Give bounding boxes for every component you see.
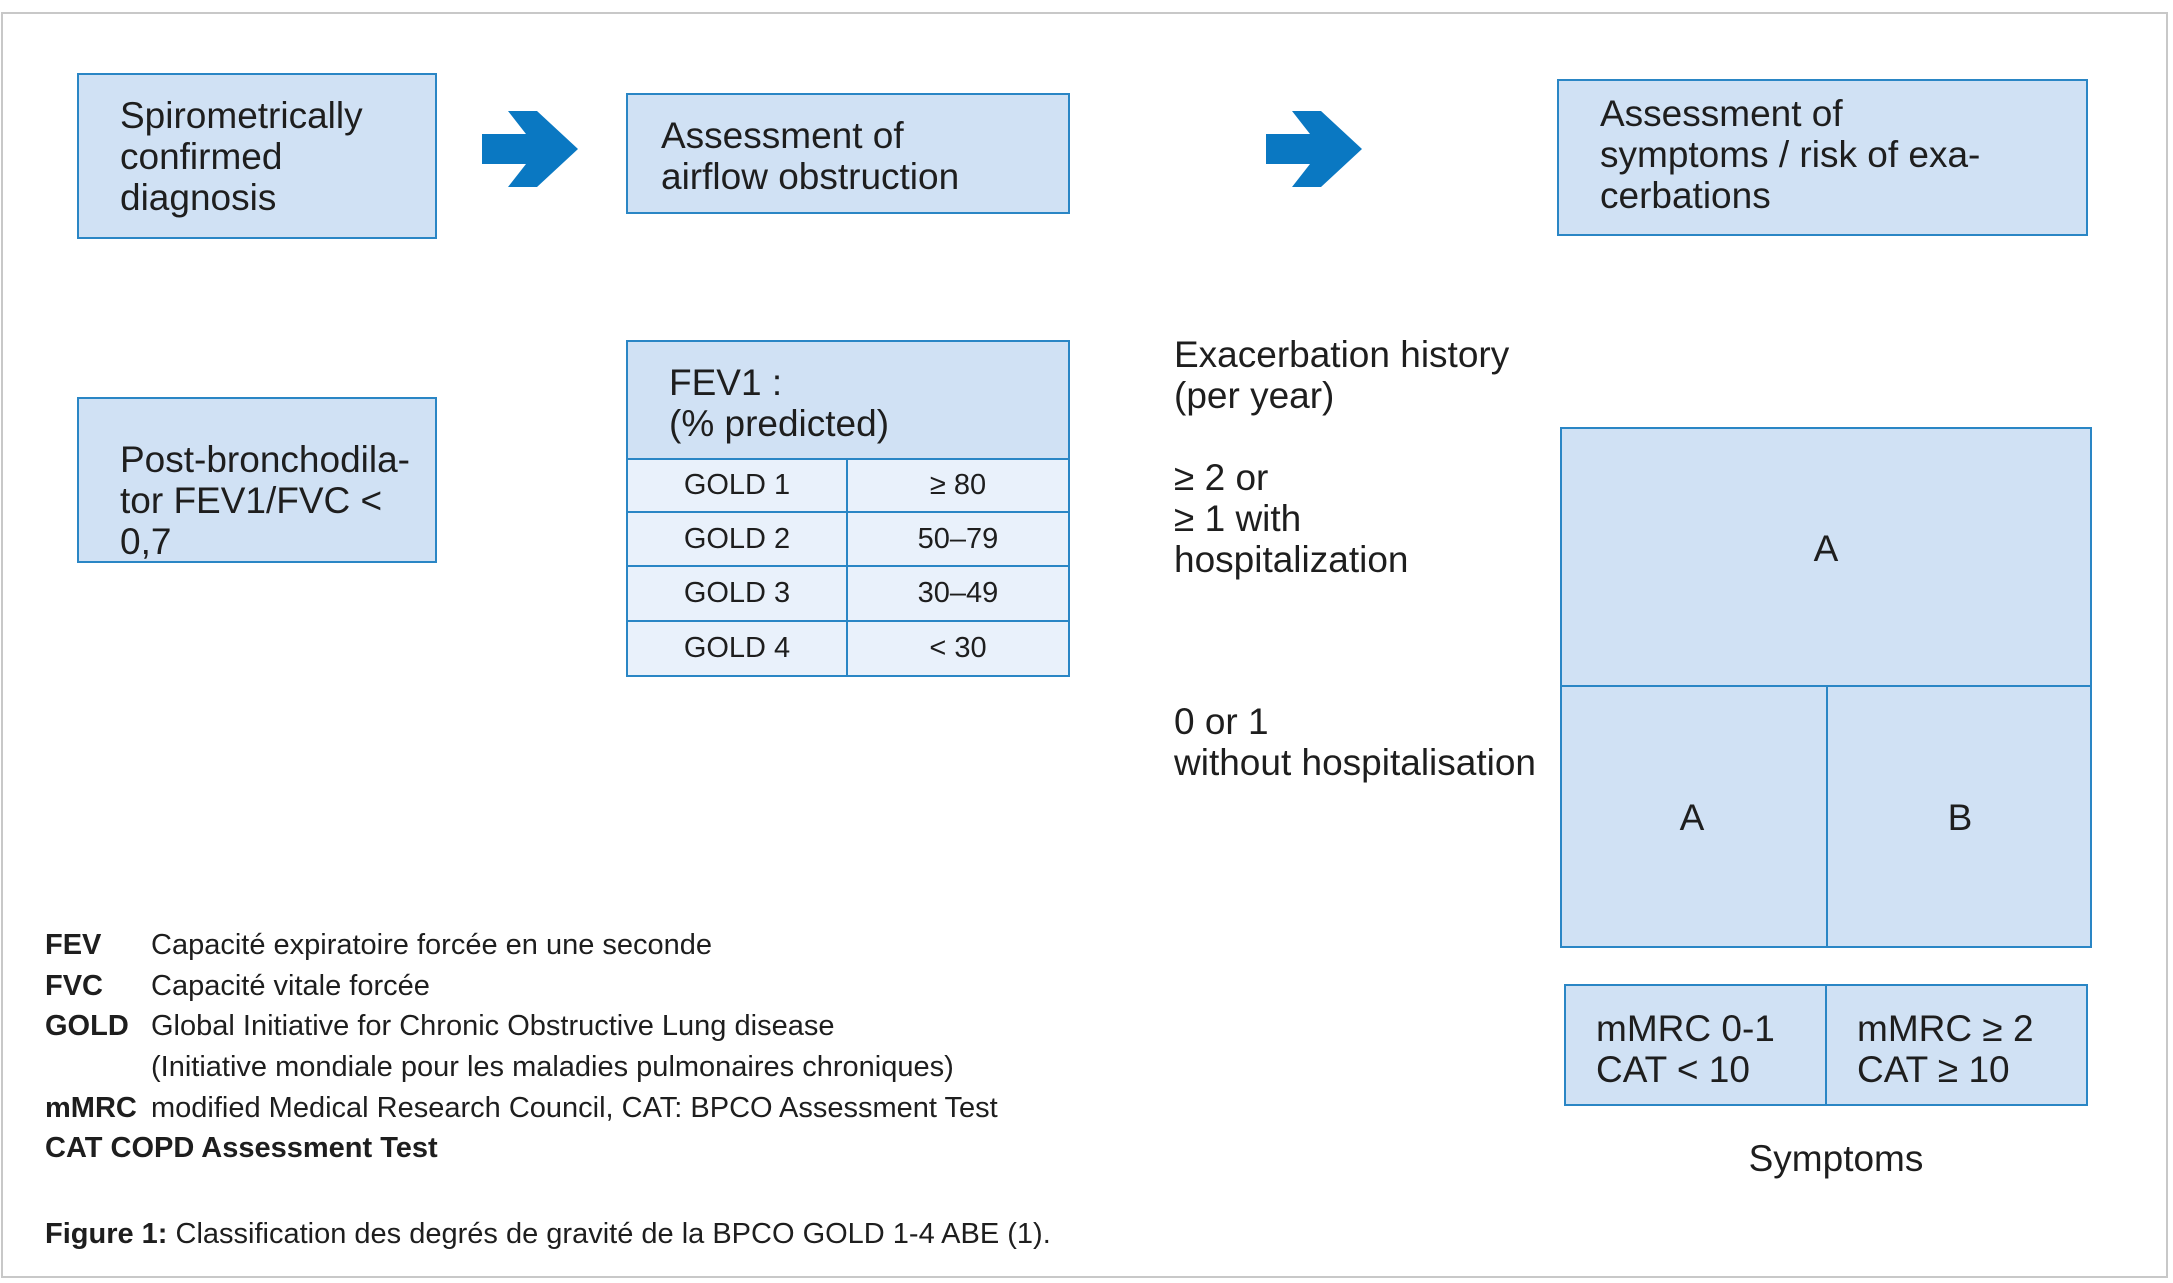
group-a-top-label: A — [1813, 528, 1839, 569]
airflow-box — [626, 93, 1070, 214]
legend-key: CAT COPD Assessment Test — [45, 1132, 438, 1164]
caption-text: Classification des degrés de gravité de la BPCO GOLD 1-4 ABE (1). — [167, 1218, 1051, 1250]
legend-key: mMRC — [45, 1092, 137, 1124]
exacerbation-high: ≥ 2 or ≥ 1 with hospitalization — [1174, 457, 1409, 580]
fev-value-cell: 30–49 — [846, 565, 1070, 622]
legend-key: GOLD — [45, 1010, 129, 1042]
arrow-right-icon — [1266, 111, 1362, 187]
fev-value-cell: ≥ 80 — [846, 458, 1070, 513]
criterion-box — [77, 397, 437, 563]
caption-label: Figure 1: — [45, 1218, 168, 1250]
legend-key: FVC — [45, 970, 103, 1002]
fev-grade-cell: GOLD 4 — [626, 620, 848, 677]
fev-value-cell: 50–79 — [846, 511, 1070, 567]
legend-desc: Capacité expiratoire forcée en une seconde — [151, 929, 713, 961]
diagnosis-box — [77, 73, 437, 239]
legend-key: FEV — [45, 929, 102, 961]
grid-divider-vertical — [1826, 685, 1828, 948]
legend-desc: Global Initiative for Chronic Obstructive Lung disease — [151, 1010, 835, 1042]
exacerbation-title: Exacerbation history (per year) — [1174, 334, 1510, 416]
symptoms-axis-label: Symptoms — [1748, 1138, 1924, 1179]
legend-desc: Capacité vitale forcée — [151, 970, 430, 1002]
symptoms-risk-box — [1557, 79, 2088, 236]
diagnosis-text: Spirometrically confirmed diagnosis — [120, 95, 363, 218]
figure-caption — [45, 1218, 1051, 1251]
group-b-label: B — [1947, 797, 1973, 838]
fev-grade-cell: GOLD 2 — [626, 511, 848, 567]
group-a-bottom-label: A — [1679, 797, 1705, 838]
symptoms-high-box — [1825, 984, 2088, 1106]
symptoms-risk-text: Assessment of symptoms / risk of exa- cerbations — [1600, 93, 1981, 216]
exacerbation-low: 0 or 1 without hospitalisation — [1174, 701, 1536, 783]
legend-desc: (Initiative mondiale pour les maladies pulmonaires chroniques) — [151, 1051, 954, 1083]
fev-value-cell: < 30 — [846, 620, 1070, 677]
fev-grade-cell: GOLD 1 — [626, 458, 848, 513]
criterion-text: Post-bronchodila- tor FEV1/FVC < 0,7 — [120, 439, 410, 562]
symptoms-low-text: mMRC 0-1 CAT < 10 — [1596, 1008, 1775, 1090]
symptoms-high-text: mMRC ≥ 2 CAT ≥ 10 — [1857, 1008, 2034, 1090]
airflow-text: Assessment of airflow obstruction — [661, 115, 960, 197]
legend-desc: modified Medical Research Council, CAT: BPCO Assessment Test — [151, 1092, 998, 1124]
fev-grade-cell: GOLD 3 — [626, 565, 848, 622]
fev-table-header: FEV1 : (% predicted) — [669, 362, 890, 444]
symptoms-low-box — [1564, 984, 1827, 1106]
arrow-right-icon — [482, 111, 578, 187]
